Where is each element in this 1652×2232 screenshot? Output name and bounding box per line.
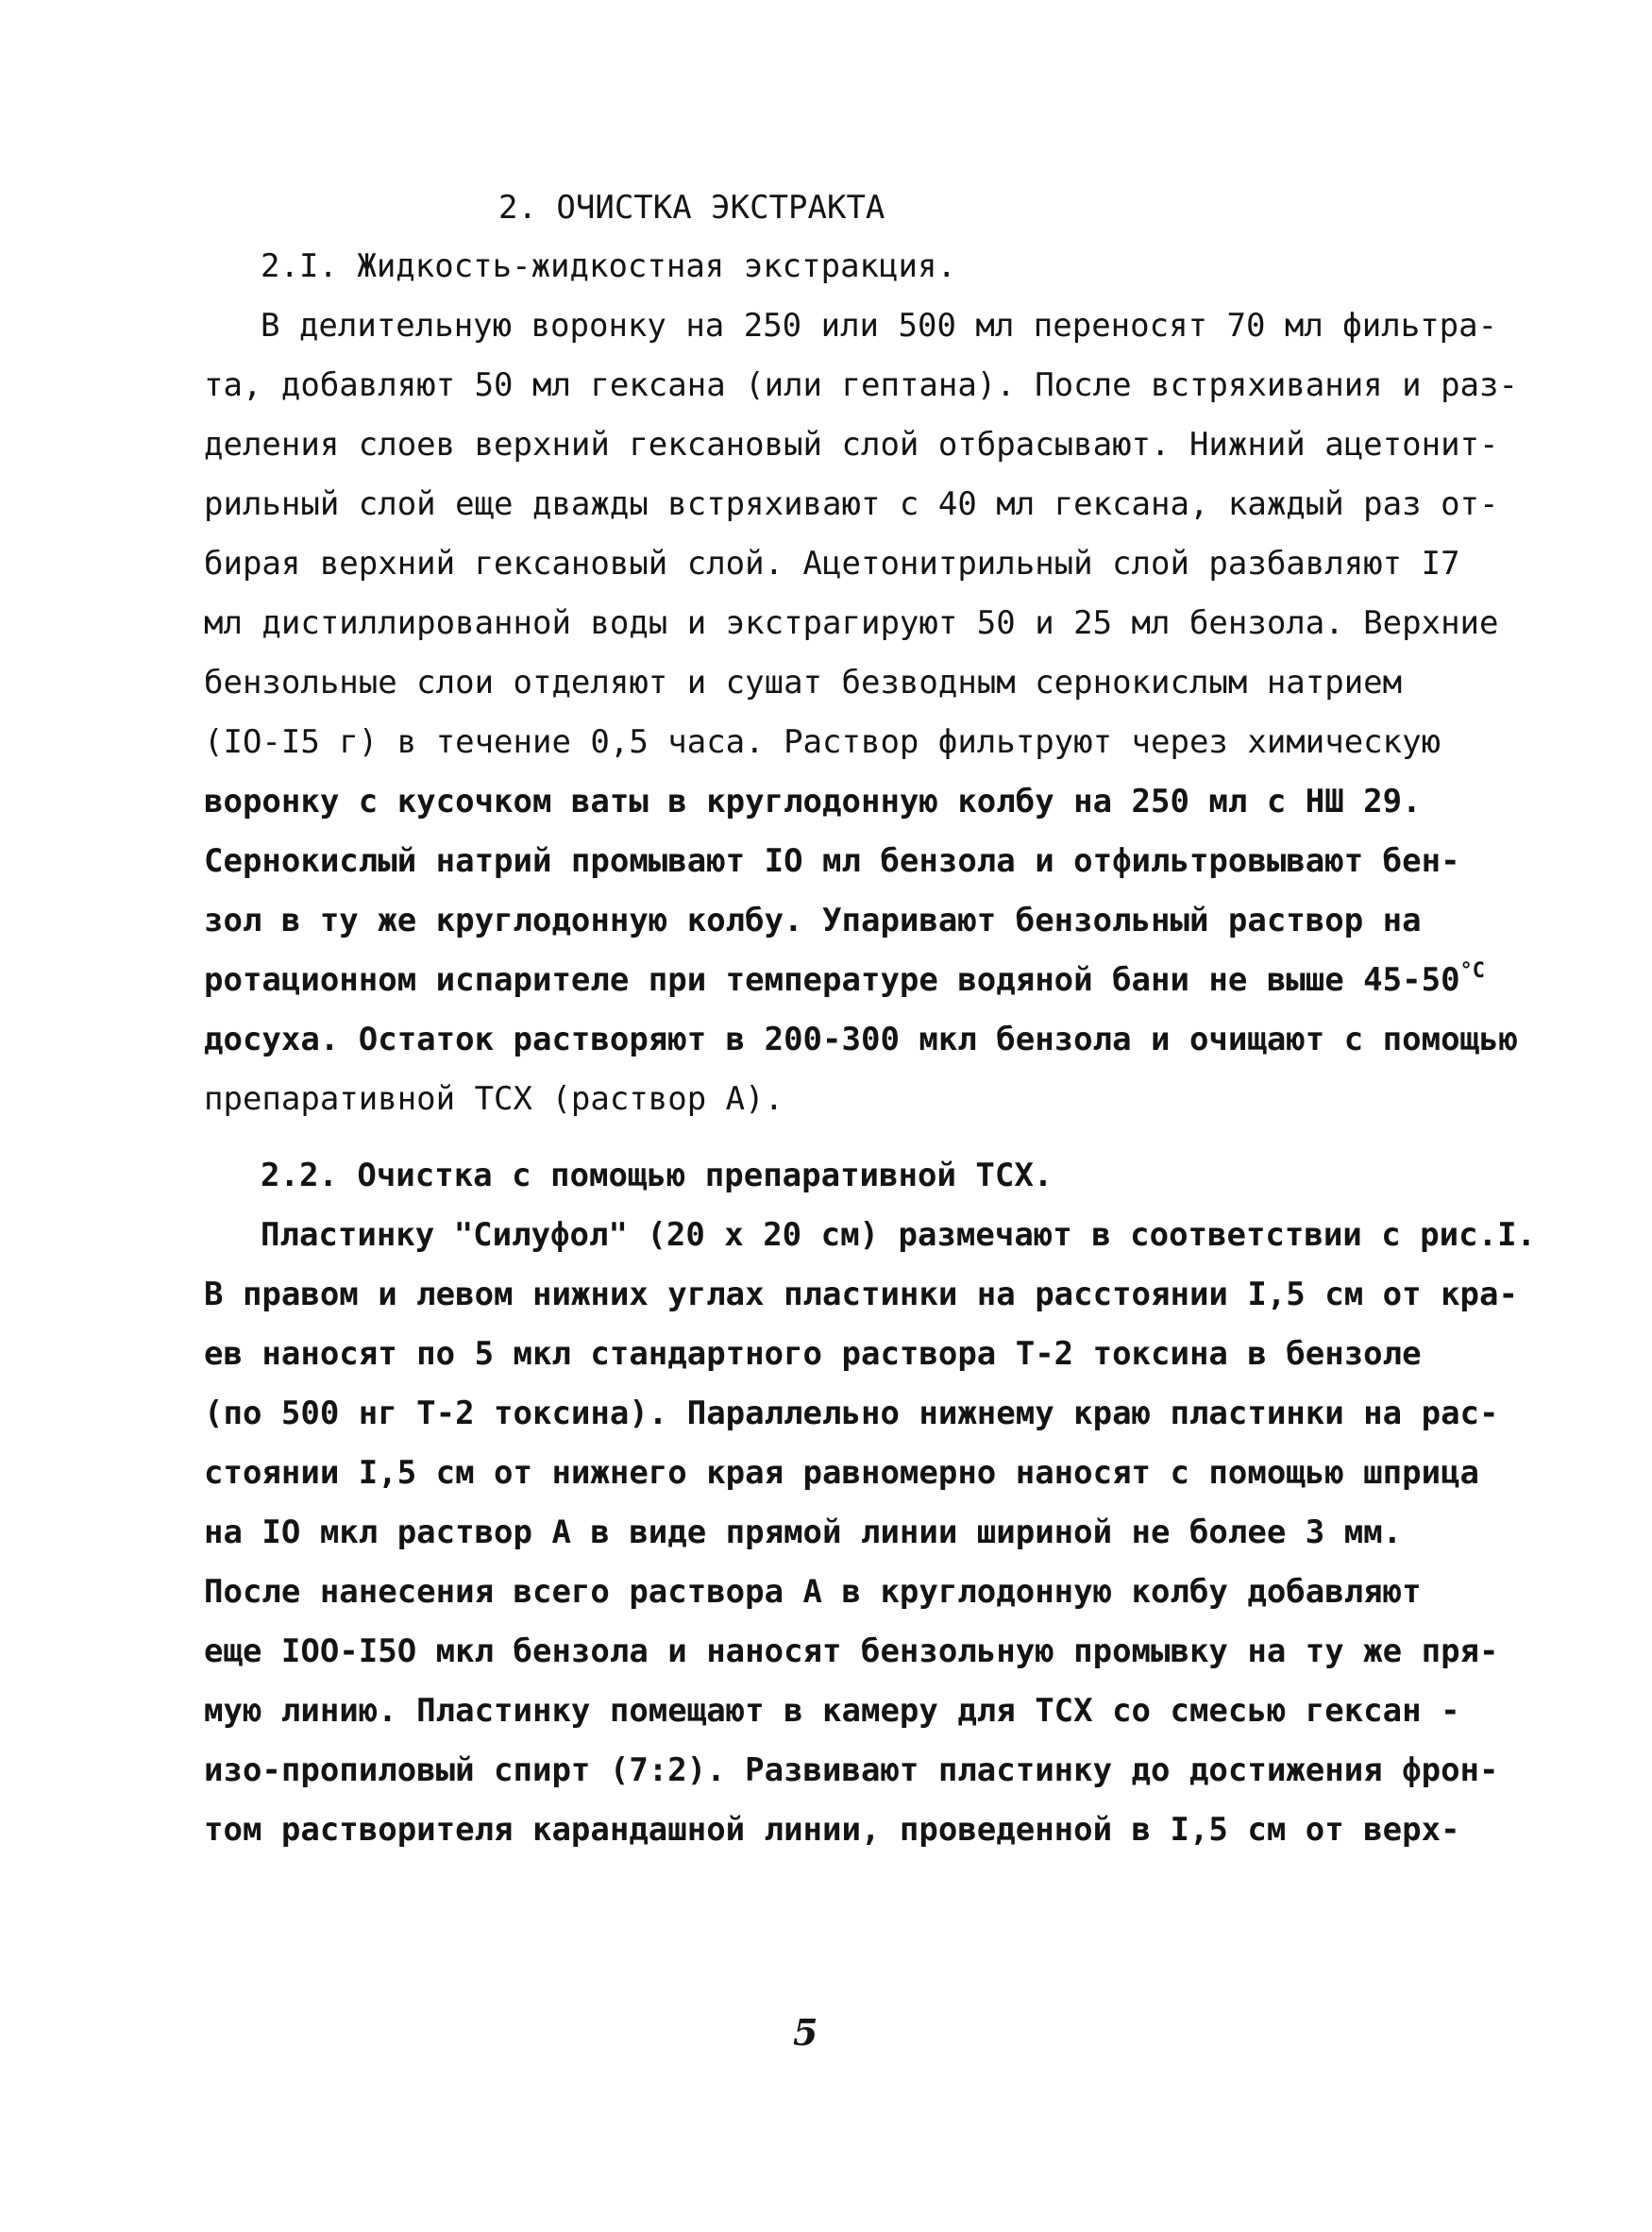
text-line: рильный слой еще дважды встряхивают с 40 мл гексана, каждый раз от-	[204, 485, 1499, 523]
text-line: (по 500 нг Т-2 токсина). Параллельно нижнему краю пластинки на рас-	[204, 1395, 1499, 1432]
text-line: мл дистиллированной воды и экстрагируют 50 и 25 мл бензола. Верхние	[204, 604, 1499, 642]
text-line: досуха. Остаток растворяют в 200-300 мкл бензола и очищают с помощью	[204, 1021, 1518, 1058]
text-line: бирая верхний гексановый слой. Ацетонитрильный слой разбавляют I7	[204, 545, 1460, 583]
text-line: та, добавляют 50 мл гексана (или гептана). После встряхивания и раз-	[204, 366, 1518, 404]
text-line: еще IOO-I5O мкл бензола и наносят бензольную промывку на ту же пря-	[204, 1632, 1499, 1670]
section-title: 2. ОЧИСТКА ЭКСТРАКТА	[498, 189, 885, 227]
subsection-title-tlc-cleanup: 2.2. Очистка с помощью препаративной ТСХ.	[261, 1157, 1054, 1194]
temperature-unit: °C	[1459, 959, 1486, 983]
text-line: мую линию. Пластинку помещают в камеру для ТСХ со смесью гексан -	[204, 1692, 1460, 1730]
page-number: 5	[793, 2011, 818, 2054]
text-line: воронку с кусочком ваты в круглодонную колбу на 250 мл с НШ 29.	[204, 783, 1422, 820]
text-line: В правом и левом нижних углах пластинки на расстоянии I,5 см от кра-	[204, 1276, 1518, 1313]
text-line: зол в ту же круглодонную колбу. Упаривают бензольный раствор на	[204, 902, 1422, 939]
text-line: Сернокислый натрий промывают IO мл бензола и отфильтровывают бен-	[204, 842, 1460, 880]
text-line-temperature	[204, 961, 1485, 999]
text-line: препаративной ТСХ (раствор А).	[204, 1080, 784, 1118]
text-line: ев наносят по 5 мкл стандартного раствора Т-2 токсина в бензоле	[204, 1335, 1422, 1373]
text-line: изо-пропиловый спирт (7:2). Развивают пластинку до достижения фрон-	[204, 1751, 1499, 1789]
text-line: (IO-I5 г) в течение 0,5 часа. Раствор фильтруют через химическую	[204, 723, 1441, 761]
text-line: том растворителя карандашной линии, проведенной в I,5 см от верх-	[204, 1811, 1460, 1849]
text-line: бензольные слои отделяют и сушат безводным сернокислым натрием	[204, 664, 1403, 702]
text-line: В делительную воронку на 250 или 500 мл переносят 70 мл фильтра-	[261, 307, 1498, 345]
text-line: Пластинку "Силуфол" (20 х 20 см) размечают в соответствии с рис.I.	[261, 1216, 1537, 1254]
text-line: стоянии I,5 см от нижнего края равномерно наносят с помощью шприца	[204, 1454, 1480, 1492]
text-line: деления слоев верхний гексановый слой отбрасывают. Нижний ацетонит-	[204, 426, 1499, 464]
text-line: После нанесения всего раствора А в круглодонную колбу добавляют	[204, 1573, 1422, 1611]
text-line: ротационном испарителе при температуре водяной бани не выше 45-50	[204, 961, 1460, 999]
text-line: на IO мкл раствор А в виде прямой линии шириной не более 3 мм.	[204, 1513, 1403, 1551]
subsection-title-liquid-extraction: 2.I. Жидкость-жидкостная экстракция.	[261, 247, 956, 285]
